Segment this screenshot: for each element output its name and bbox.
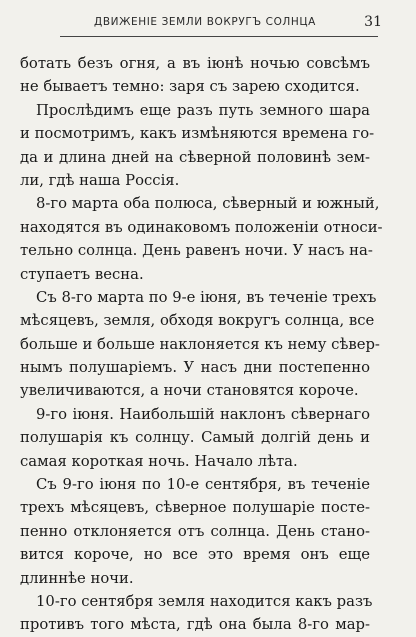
text-line: Съ 8-го марта по 9-е iюня, въ теченiе трехъ bbox=[36, 288, 377, 306]
body-text bbox=[20, 52, 383, 637]
text-line: мѣсяцевъ, земля, обходя вокругъ солнца, все bbox=[20, 312, 375, 330]
text-line: ли, гдѣ наша Россiя. bbox=[20, 171, 180, 189]
text-line: полушарiя къ солнцу. Самый долгiй день и bbox=[20, 429, 370, 447]
text-line: самая короткая ночь. Начало лѣта. bbox=[20, 452, 298, 470]
text-line: пенно отклоняется отъ солнца. День стано- bbox=[20, 522, 370, 540]
text-line: Съ 9-го iюня по 10-е сентября, въ теченiе bbox=[36, 476, 370, 494]
text-line: Прослѣдимъ еще разъ путь земного шара bbox=[36, 101, 370, 119]
text-line: 10-го сентября земля находится какъ разъ bbox=[36, 592, 373, 610]
text-line: ботать безъ огня, а въ iюнѣ ночью совсѣмъ bbox=[20, 55, 370, 72]
page-number: 31 bbox=[364, 14, 382, 30]
text-line: и посмотримъ, какъ измѣняются времена го- bbox=[20, 125, 375, 143]
text-line: ступаетъ весна. bbox=[20, 265, 144, 283]
text-line: вится короче, но все это время онъ еще bbox=[20, 546, 370, 564]
text-line: 8-го марта оба полюса, сѣверный и южный, bbox=[36, 195, 380, 213]
text-line: тельно солнца. День равенъ ночи. У насъ на- bbox=[20, 242, 373, 260]
text-line: противъ того мѣста, гдѣ она была 8-го мар- bbox=[20, 616, 370, 634]
text-line: находятся въ одинаковомъ положенiи относи- bbox=[20, 218, 383, 236]
text-line: больше и больше наклоняется къ нему сѣвер- bbox=[20, 335, 380, 353]
text-line: 9-го iюня. Наибольшiй наклонъ сѣвернаго bbox=[36, 405, 370, 423]
text-line: увеличиваются, а ночи становятся короче. bbox=[20, 382, 359, 400]
running-title: ДВИЖЕНIЕ ЗЕМЛИ ВОКРУГЪ СОЛНЦА bbox=[94, 16, 316, 28]
header-rule bbox=[60, 36, 378, 37]
text-line: нымъ полушарiемъ. У насъ дни постепенно bbox=[20, 359, 370, 377]
text-line: не бываетъ темно: заря съ зарею сходится. bbox=[20, 78, 360, 96]
text-line: да и длина дней на сѣверной половинѣ зем- bbox=[20, 148, 370, 166]
page-header bbox=[60, 14, 382, 36]
text-line: трехъ мѣсяцевъ, сѣверное полушарiе посте- bbox=[20, 499, 370, 517]
text-line: длиннѣе ночи. bbox=[20, 569, 134, 587]
